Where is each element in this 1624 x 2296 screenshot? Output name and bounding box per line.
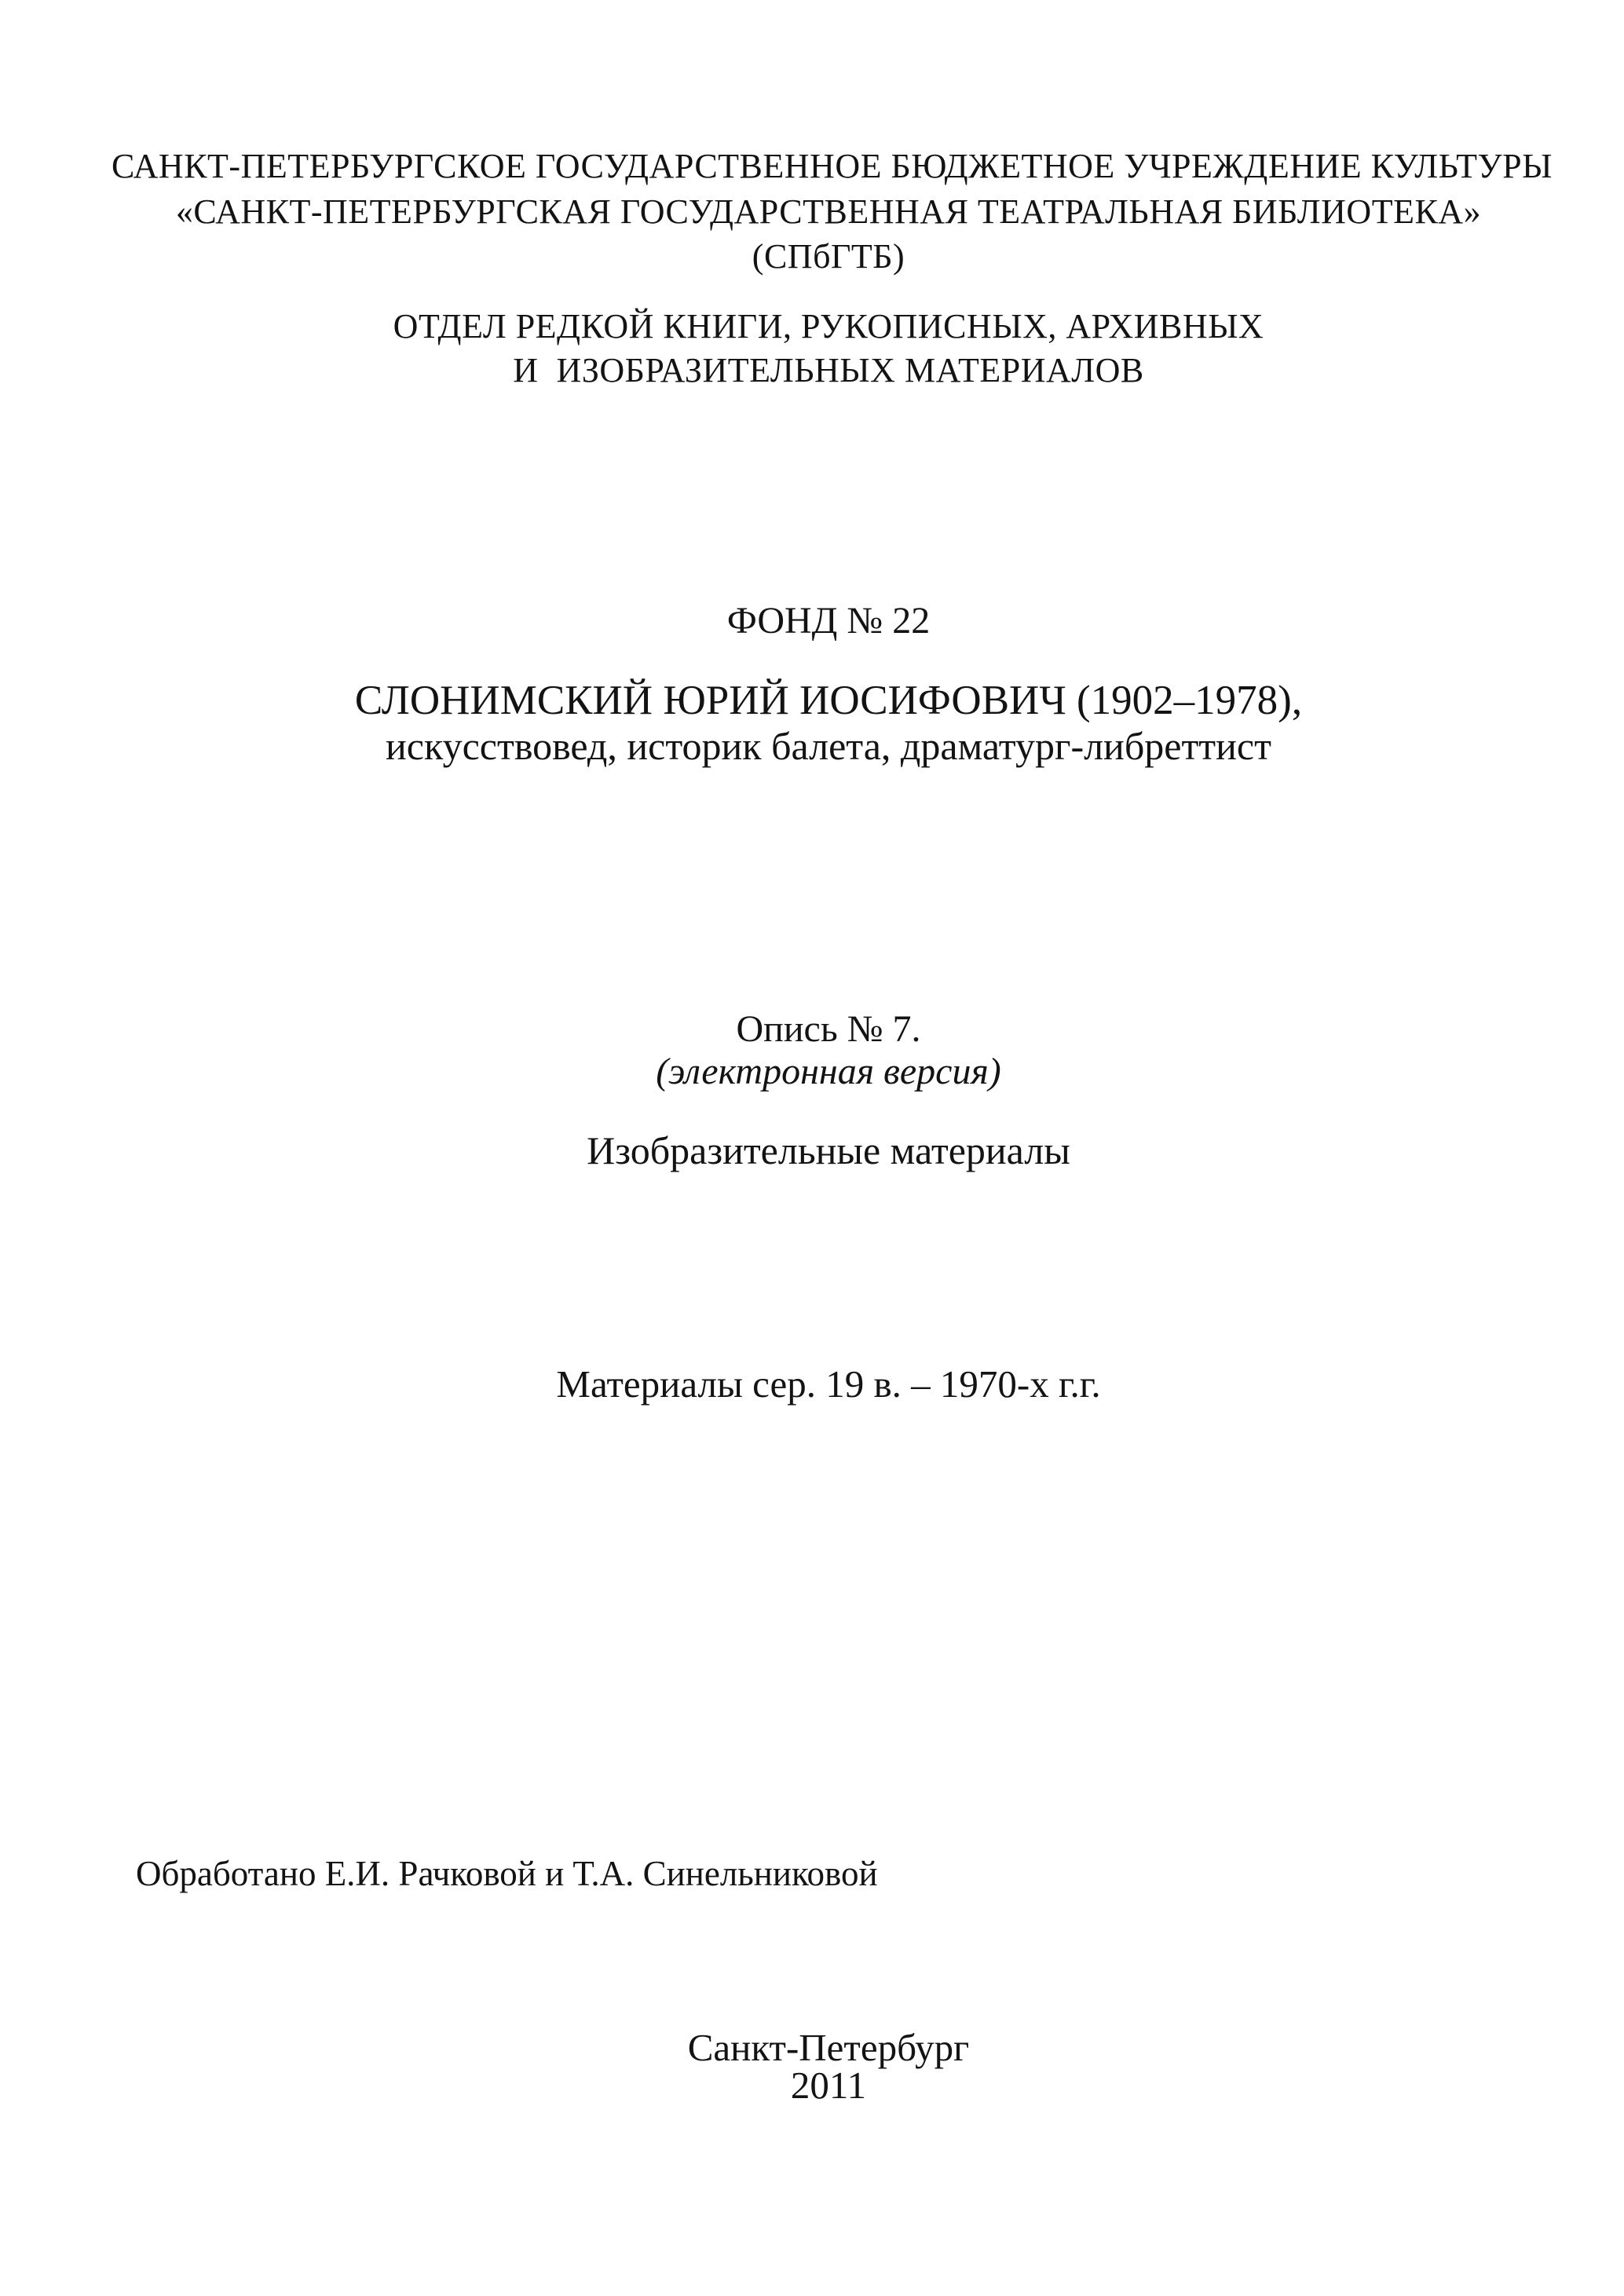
fond-person-description: искусствовед, историк балета, драматург-либреттист	[386, 724, 1271, 768]
department-line2: И ИЗОБРАЗИТЕЛЬНЫХ МАТЕРИАЛОВ	[513, 351, 1144, 389]
opis-number: Опись № 7.	[736, 1008, 921, 1050]
materials-type-title: Изобразительные материалы	[587, 1128, 1070, 1172]
org-name-line2: «САНКТ-ПЕТЕРБУРГСКАЯ ГОСУДАРСТВЕННАЯ ТЕАТРАЛЬНАЯ БИБЛИОТЕКА»	[175, 192, 1482, 231]
publication-city: Санкт-Петербург	[687, 2026, 970, 2069]
org-name-line1: САНКТ-ПЕТЕРБУРГСКОЕ ГОСУДАРСТВЕННОЕ БЮДЖЕТНОЕ УЧРЕЖДЕНИЕ КУЛЬТУРЫ	[112, 147, 1553, 185]
department-line1: ОТДЕЛ РЕДКОЙ КНИГИ, РУКОПИСНЫХ, АРХИВНЫХ	[393, 307, 1264, 345]
fond-person-name: СЛОНИМСКИЙ ЮРИЙ ИОСИФОВИЧ (1902–1978),	[354, 678, 1303, 723]
org-abbreviation: (СПбГТБ)	[752, 237, 905, 276]
electronic-version-note: (электронная версия)	[656, 1051, 1001, 1092]
materials-date-range: Материалы сер. 19 в. – 1970-х г.г.	[556, 1362, 1101, 1406]
publication-year: 2011	[790, 2064, 867, 2107]
processed-by-note: Обработано Е.И. Рачковой и Т.А. Синельниковой	[136, 1854, 878, 1893]
fond-number: ФОНД № 22	[726, 600, 931, 642]
